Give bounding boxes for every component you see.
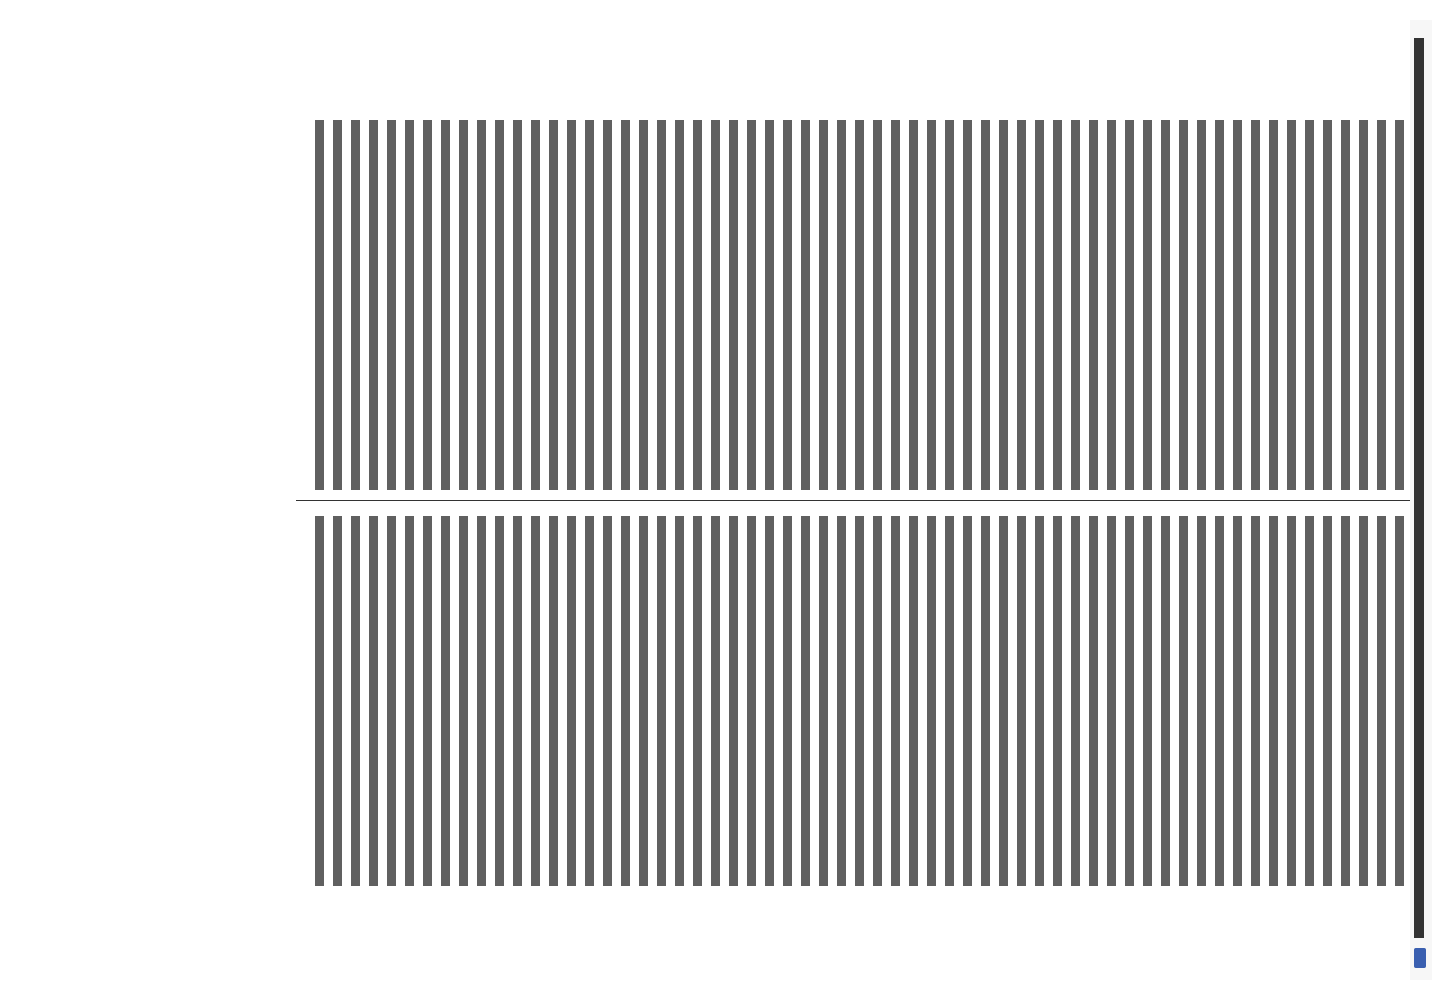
left-column bbox=[302, 120, 1432, 490]
logo-icon bbox=[1414, 948, 1426, 968]
left-column-text bbox=[312, 120, 1432, 490]
column-divider bbox=[296, 500, 1432, 501]
document-page bbox=[260, 20, 1432, 900]
right-column bbox=[302, 516, 1432, 886]
side-strip-text bbox=[1414, 38, 1424, 938]
right-column-text bbox=[312, 516, 1432, 886]
side-strip bbox=[1410, 20, 1432, 980]
